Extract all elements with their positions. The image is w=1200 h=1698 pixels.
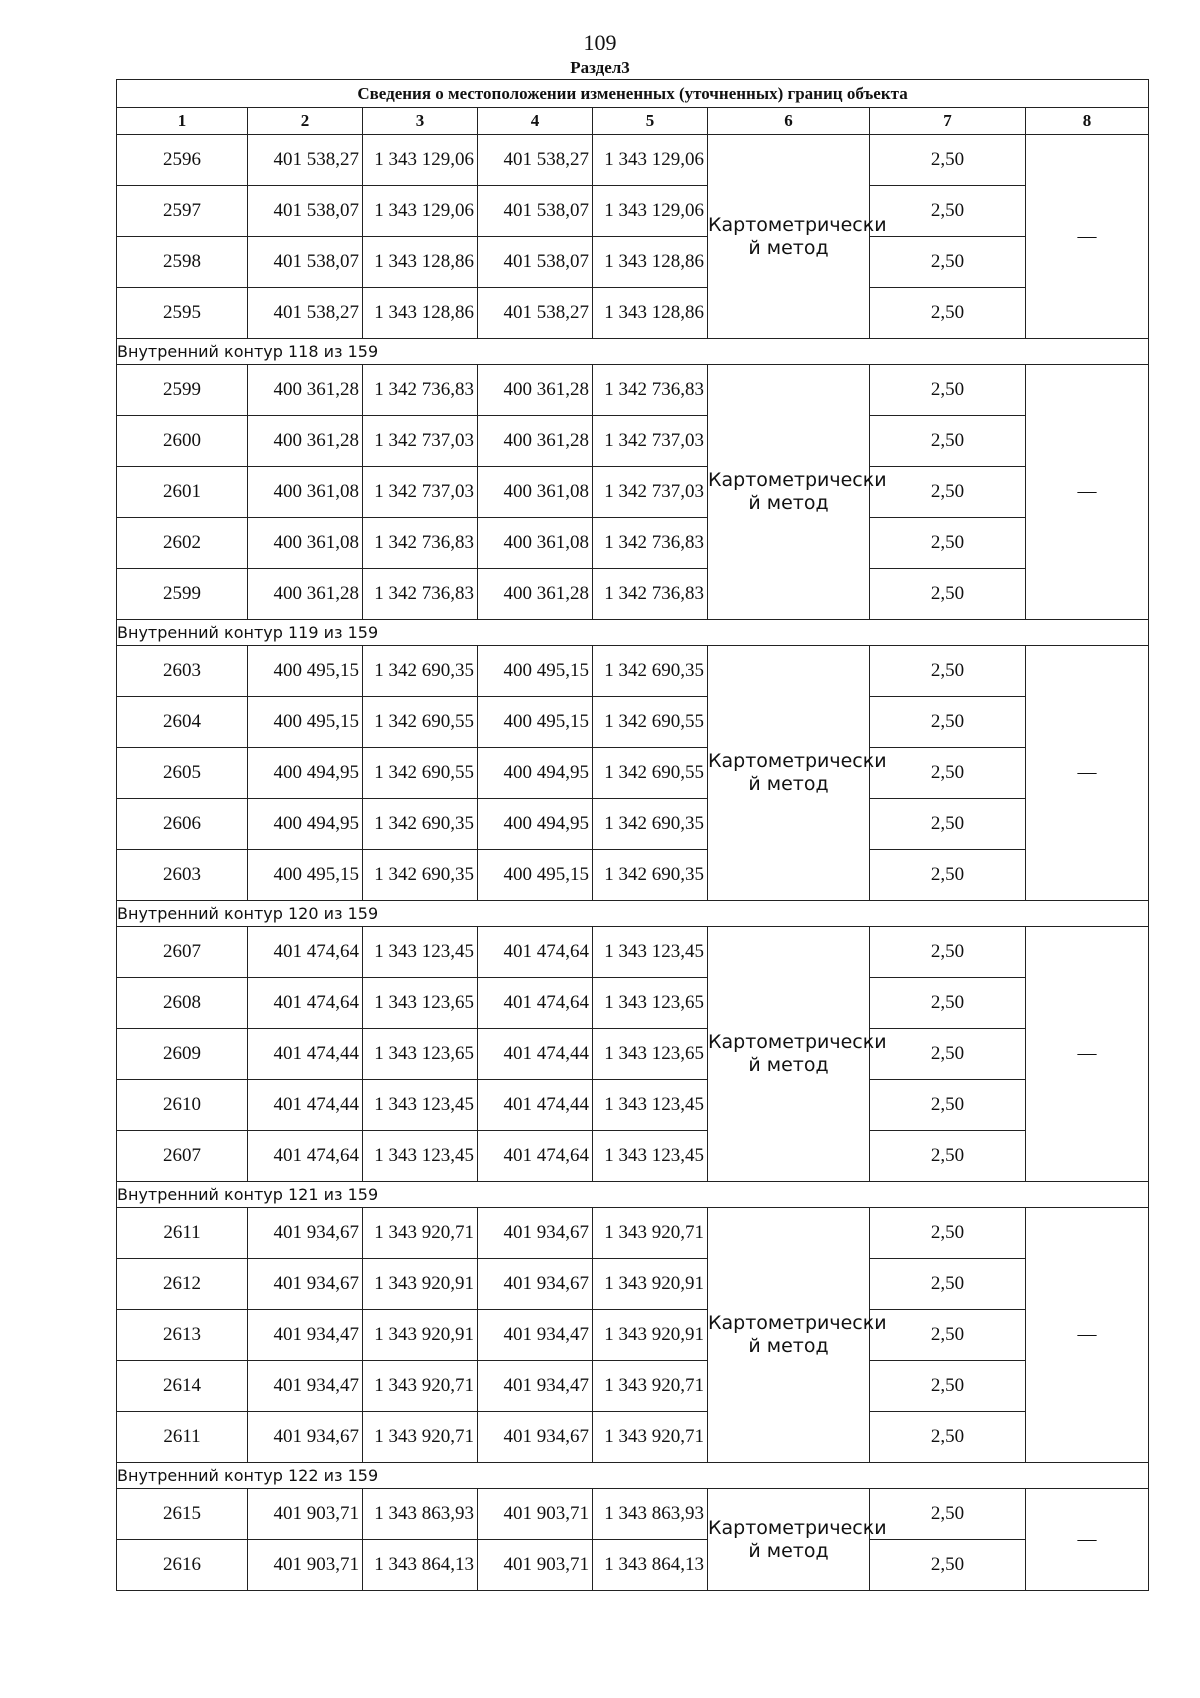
table-row bbox=[117, 1540, 1149, 1591]
existing-x-cell: 400 494,95 bbox=[248, 799, 363, 850]
coordinates-table bbox=[116, 79, 1149, 1591]
column-header: 8 bbox=[1026, 108, 1149, 135]
contour-label: Внутренний контур 121 из 159 bbox=[117, 1182, 1149, 1208]
point-number-cell: 2599 bbox=[117, 569, 248, 620]
new-y-cell: 1 343 920,91 bbox=[593, 1310, 708, 1361]
table-row bbox=[117, 748, 1149, 799]
table-row bbox=[117, 365, 1149, 416]
new-x-cell: 400 361,28 bbox=[478, 365, 593, 416]
column-header: 4 bbox=[478, 108, 593, 135]
table-row bbox=[117, 1361, 1149, 1412]
table-row bbox=[117, 288, 1149, 339]
new-x-cell: 401 934,47 bbox=[478, 1361, 593, 1412]
contour-header-row bbox=[117, 901, 1149, 927]
new-y-cell: 1 343 920,91 bbox=[593, 1259, 708, 1310]
existing-x-cell: 401 474,44 bbox=[248, 1029, 363, 1080]
new-x-cell: 400 361,08 bbox=[478, 518, 593, 569]
point-number-cell: 2601 bbox=[117, 467, 248, 518]
existing-y-cell: 1 343 920,71 bbox=[363, 1412, 478, 1463]
column-header: 3 bbox=[363, 108, 478, 135]
accuracy-cell: 2,50 bbox=[870, 978, 1026, 1029]
existing-y-cell: 1 343 920,91 bbox=[363, 1259, 478, 1310]
new-y-cell: 1 342 690,55 bbox=[593, 697, 708, 748]
new-x-cell: 401 474,64 bbox=[478, 927, 593, 978]
contour-label: Внутренний контур 119 из 159 bbox=[117, 620, 1149, 646]
existing-y-cell: 1 343 129,06 bbox=[363, 135, 478, 186]
existing-y-cell: 1 343 864,13 bbox=[363, 1540, 478, 1591]
table-row bbox=[117, 1080, 1149, 1131]
point-number-cell: 2603 bbox=[117, 646, 248, 697]
column-header: 1 bbox=[117, 108, 248, 135]
point-number-cell: 2608 bbox=[117, 978, 248, 1029]
point-number-cell: 2611 bbox=[117, 1412, 248, 1463]
point-number-cell: 2604 bbox=[117, 697, 248, 748]
point-number-cell: 2610 bbox=[117, 1080, 248, 1131]
accuracy-cell: 2,50 bbox=[870, 697, 1026, 748]
existing-x-cell: 400 361,28 bbox=[248, 416, 363, 467]
table-body bbox=[117, 135, 1149, 1591]
section-label: Раздел3 bbox=[570, 58, 630, 77]
new-x-cell: 401 538,27 bbox=[478, 288, 593, 339]
existing-y-cell: 1 343 128,86 bbox=[363, 288, 478, 339]
new-x-cell: 400 495,15 bbox=[478, 697, 593, 748]
point-number-cell: 2600 bbox=[117, 416, 248, 467]
accuracy-cell: 2,50 bbox=[870, 850, 1026, 901]
point-number-cell: 2595 bbox=[117, 288, 248, 339]
new-y-cell: 1 343 920,71 bbox=[593, 1361, 708, 1412]
accuracy-cell: 2,50 bbox=[870, 646, 1026, 697]
accuracy-cell: 2,50 bbox=[870, 416, 1026, 467]
method-cell: Картометрически й метод bbox=[708, 646, 870, 901]
new-y-cell: 1 342 737,03 bbox=[593, 467, 708, 518]
existing-y-cell: 1 342 690,55 bbox=[363, 697, 478, 748]
note-dash-cell: — bbox=[1026, 927, 1149, 1182]
point-number-cell: 2612 bbox=[117, 1259, 248, 1310]
column-header: 7 bbox=[870, 108, 1026, 135]
contour-header-row bbox=[117, 620, 1149, 646]
table-row bbox=[117, 697, 1149, 748]
accuracy-cell: 2,50 bbox=[870, 365, 1026, 416]
point-number-cell: 2609 bbox=[117, 1029, 248, 1080]
new-x-cell: 400 494,95 bbox=[478, 748, 593, 799]
table-title: Сведения о местоположении измененных (уточненных) границ объекта bbox=[117, 80, 1149, 108]
method-cell: Картометрически й метод bbox=[708, 135, 870, 339]
table-row bbox=[117, 416, 1149, 467]
existing-y-cell: 1 342 737,03 bbox=[363, 416, 478, 467]
new-x-cell: 401 934,47 bbox=[478, 1310, 593, 1361]
note-dash-cell: — bbox=[1026, 365, 1149, 620]
accuracy-cell: 2,50 bbox=[870, 1310, 1026, 1361]
existing-x-cell: 400 361,08 bbox=[248, 467, 363, 518]
existing-y-cell: 1 343 129,06 bbox=[363, 186, 478, 237]
new-x-cell: 401 474,64 bbox=[478, 1131, 593, 1182]
table-row bbox=[117, 186, 1149, 237]
table-row bbox=[117, 237, 1149, 288]
existing-y-cell: 1 343 123,45 bbox=[363, 1080, 478, 1131]
new-y-cell: 1 343 920,71 bbox=[593, 1412, 708, 1463]
point-number-cell: 2603 bbox=[117, 850, 248, 901]
existing-x-cell: 401 474,64 bbox=[248, 1131, 363, 1182]
accuracy-cell: 2,50 bbox=[870, 1131, 1026, 1182]
new-x-cell: 400 361,28 bbox=[478, 416, 593, 467]
contour-header-row bbox=[117, 339, 1149, 365]
method-cell: Картометрически й метод bbox=[708, 1208, 870, 1463]
new-y-cell: 1 342 690,35 bbox=[593, 850, 708, 901]
point-number-cell: 2599 bbox=[117, 365, 248, 416]
contour-label: Внутренний контур 118 из 159 bbox=[117, 339, 1149, 365]
new-y-cell: 1 343 920,71 bbox=[593, 1208, 708, 1259]
new-y-cell: 1 343 128,86 bbox=[593, 288, 708, 339]
new-x-cell: 401 474,44 bbox=[478, 1029, 593, 1080]
table-row bbox=[117, 1412, 1149, 1463]
new-y-cell: 1 342 690,55 bbox=[593, 748, 708, 799]
existing-y-cell: 1 342 690,35 bbox=[363, 646, 478, 697]
new-x-cell: 400 495,15 bbox=[478, 646, 593, 697]
new-y-cell: 1 342 690,35 bbox=[593, 646, 708, 697]
accuracy-cell: 2,50 bbox=[870, 927, 1026, 978]
existing-x-cell: 401 474,64 bbox=[248, 927, 363, 978]
accuracy-cell: 2,50 bbox=[870, 467, 1026, 518]
point-number-cell: 2607 bbox=[117, 927, 248, 978]
existing-x-cell: 401 903,71 bbox=[248, 1489, 363, 1540]
existing-y-cell: 1 343 920,71 bbox=[363, 1361, 478, 1412]
accuracy-cell: 2,50 bbox=[870, 1029, 1026, 1080]
existing-x-cell: 401 538,27 bbox=[248, 288, 363, 339]
existing-y-cell: 1 343 123,65 bbox=[363, 1029, 478, 1080]
point-number-cell: 2602 bbox=[117, 518, 248, 569]
table-row bbox=[117, 1208, 1149, 1259]
accuracy-cell: 2,50 bbox=[870, 1540, 1026, 1591]
accuracy-cell: 2,50 bbox=[870, 748, 1026, 799]
accuracy-cell: 2,50 bbox=[870, 1080, 1026, 1131]
note-dash-cell: — bbox=[1026, 1208, 1149, 1463]
accuracy-cell: 2,50 bbox=[870, 1259, 1026, 1310]
existing-y-cell: 1 342 690,35 bbox=[363, 850, 478, 901]
existing-y-cell: 1 343 123,45 bbox=[363, 1131, 478, 1182]
existing-x-cell: 401 538,07 bbox=[248, 237, 363, 288]
new-y-cell: 1 343 864,13 bbox=[593, 1540, 708, 1591]
new-y-cell: 1 342 736,83 bbox=[593, 365, 708, 416]
column-header: 5 bbox=[593, 108, 708, 135]
existing-y-cell: 1 343 128,86 bbox=[363, 237, 478, 288]
table-row bbox=[117, 646, 1149, 697]
existing-x-cell: 401 934,67 bbox=[248, 1259, 363, 1310]
new-x-cell: 400 361,28 bbox=[478, 569, 593, 620]
table-row bbox=[117, 1259, 1149, 1310]
table-row bbox=[117, 467, 1149, 518]
existing-y-cell: 1 343 863,93 bbox=[363, 1489, 478, 1540]
existing-x-cell: 401 474,44 bbox=[248, 1080, 363, 1131]
existing-x-cell: 401 474,64 bbox=[248, 978, 363, 1029]
method-cell: Картометрически й метод bbox=[708, 927, 870, 1182]
table-row bbox=[117, 978, 1149, 1029]
existing-y-cell: 1 342 690,55 bbox=[363, 748, 478, 799]
existing-x-cell: 401 903,71 bbox=[248, 1540, 363, 1591]
contour-header-row bbox=[117, 1463, 1149, 1489]
new-y-cell: 1 343 129,06 bbox=[593, 186, 708, 237]
point-number-cell: 2611 bbox=[117, 1208, 248, 1259]
new-y-cell: 1 343 123,45 bbox=[593, 1080, 708, 1131]
new-x-cell: 401 934,67 bbox=[478, 1208, 593, 1259]
new-x-cell: 401 474,64 bbox=[478, 978, 593, 1029]
contour-label: Внутренний контур 120 из 159 bbox=[117, 901, 1149, 927]
existing-y-cell: 1 343 123,65 bbox=[363, 978, 478, 1029]
accuracy-cell: 2,50 bbox=[870, 1361, 1026, 1412]
existing-x-cell: 400 361,28 bbox=[248, 569, 363, 620]
new-x-cell: 400 495,15 bbox=[478, 850, 593, 901]
table-row bbox=[117, 1029, 1149, 1080]
note-dash-cell: — bbox=[1026, 135, 1149, 339]
new-y-cell: 1 343 123,65 bbox=[593, 978, 708, 1029]
page-number: 109 bbox=[583, 30, 617, 55]
table-row bbox=[117, 927, 1149, 978]
point-number-cell: 2596 bbox=[117, 135, 248, 186]
existing-x-cell: 400 495,15 bbox=[248, 850, 363, 901]
accuracy-cell: 2,50 bbox=[870, 518, 1026, 569]
existing-x-cell: 400 495,15 bbox=[248, 697, 363, 748]
existing-x-cell: 400 361,28 bbox=[248, 365, 363, 416]
existing-x-cell: 401 934,67 bbox=[248, 1412, 363, 1463]
existing-y-cell: 1 342 736,83 bbox=[363, 569, 478, 620]
point-number-cell: 2615 bbox=[117, 1489, 248, 1540]
existing-y-cell: 1 342 736,83 bbox=[363, 518, 478, 569]
new-x-cell: 401 538,07 bbox=[478, 237, 593, 288]
table-row bbox=[117, 518, 1149, 569]
new-y-cell: 1 343 129,06 bbox=[593, 135, 708, 186]
accuracy-cell: 2,50 bbox=[870, 237, 1026, 288]
table-row bbox=[117, 569, 1149, 620]
accuracy-cell: 2,50 bbox=[870, 569, 1026, 620]
new-x-cell: 401 934,67 bbox=[478, 1412, 593, 1463]
existing-y-cell: 1 343 920,71 bbox=[363, 1208, 478, 1259]
point-number-cell: 2606 bbox=[117, 799, 248, 850]
table-row bbox=[117, 1310, 1149, 1361]
existing-x-cell: 401 934,47 bbox=[248, 1310, 363, 1361]
accuracy-cell: 2,50 bbox=[870, 1208, 1026, 1259]
method-cell: Картометрически й метод bbox=[708, 365, 870, 620]
column-header: 2 bbox=[248, 108, 363, 135]
table-row bbox=[117, 1489, 1149, 1540]
new-y-cell: 1 342 690,35 bbox=[593, 799, 708, 850]
table-row bbox=[117, 799, 1149, 850]
accuracy-cell: 2,50 bbox=[870, 135, 1026, 186]
point-number-cell: 2598 bbox=[117, 237, 248, 288]
new-x-cell: 400 494,95 bbox=[478, 799, 593, 850]
contour-label: Внутренний контур 122 из 159 bbox=[117, 1463, 1149, 1489]
existing-x-cell: 401 538,07 bbox=[248, 186, 363, 237]
point-number-cell: 2614 bbox=[117, 1361, 248, 1412]
existing-y-cell: 1 343 920,91 bbox=[363, 1310, 478, 1361]
contour-header-row bbox=[117, 1182, 1149, 1208]
new-x-cell: 401 538,07 bbox=[478, 186, 593, 237]
new-x-cell: 401 903,71 bbox=[478, 1540, 593, 1591]
new-x-cell: 401 934,67 bbox=[478, 1259, 593, 1310]
new-y-cell: 1 342 736,83 bbox=[593, 518, 708, 569]
existing-x-cell: 401 934,67 bbox=[248, 1208, 363, 1259]
column-header-row bbox=[117, 108, 1149, 135]
accuracy-cell: 2,50 bbox=[870, 288, 1026, 339]
existing-y-cell: 1 343 123,45 bbox=[363, 927, 478, 978]
new-y-cell: 1 343 128,86 bbox=[593, 237, 708, 288]
existing-y-cell: 1 342 737,03 bbox=[363, 467, 478, 518]
new-y-cell: 1 343 863,93 bbox=[593, 1489, 708, 1540]
point-number-cell: 2605 bbox=[117, 748, 248, 799]
new-y-cell: 1 343 123,45 bbox=[593, 927, 708, 978]
existing-y-cell: 1 342 736,83 bbox=[363, 365, 478, 416]
new-x-cell: 401 538,27 bbox=[478, 135, 593, 186]
table-row bbox=[117, 135, 1149, 186]
point-number-cell: 2613 bbox=[117, 1310, 248, 1361]
point-number-cell: 2597 bbox=[117, 186, 248, 237]
new-y-cell: 1 343 123,65 bbox=[593, 1029, 708, 1080]
existing-x-cell: 400 495,15 bbox=[248, 646, 363, 697]
new-x-cell: 401 474,44 bbox=[478, 1080, 593, 1131]
existing-x-cell: 400 494,95 bbox=[248, 748, 363, 799]
table-row bbox=[117, 850, 1149, 901]
new-y-cell: 1 342 737,03 bbox=[593, 416, 708, 467]
existing-x-cell: 401 934,47 bbox=[248, 1361, 363, 1412]
note-dash-cell: — bbox=[1026, 1489, 1149, 1591]
point-number-cell: 2616 bbox=[117, 1540, 248, 1591]
new-x-cell: 401 903,71 bbox=[478, 1489, 593, 1540]
accuracy-cell: 2,50 bbox=[870, 1412, 1026, 1463]
existing-x-cell: 400 361,08 bbox=[248, 518, 363, 569]
existing-y-cell: 1 342 690,35 bbox=[363, 799, 478, 850]
accuracy-cell: 2,50 bbox=[870, 799, 1026, 850]
accuracy-cell: 2,50 bbox=[870, 1489, 1026, 1540]
accuracy-cell: 2,50 bbox=[870, 186, 1026, 237]
table-row bbox=[117, 1131, 1149, 1182]
new-y-cell: 1 343 123,45 bbox=[593, 1131, 708, 1182]
column-header: 6 bbox=[708, 108, 870, 135]
existing-x-cell: 401 538,27 bbox=[248, 135, 363, 186]
note-dash-cell: — bbox=[1026, 646, 1149, 901]
new-y-cell: 1 342 736,83 bbox=[593, 569, 708, 620]
method-cell: Картометрически й метод bbox=[708, 1489, 870, 1591]
new-x-cell: 400 361,08 bbox=[478, 467, 593, 518]
point-number-cell: 2607 bbox=[117, 1131, 248, 1182]
